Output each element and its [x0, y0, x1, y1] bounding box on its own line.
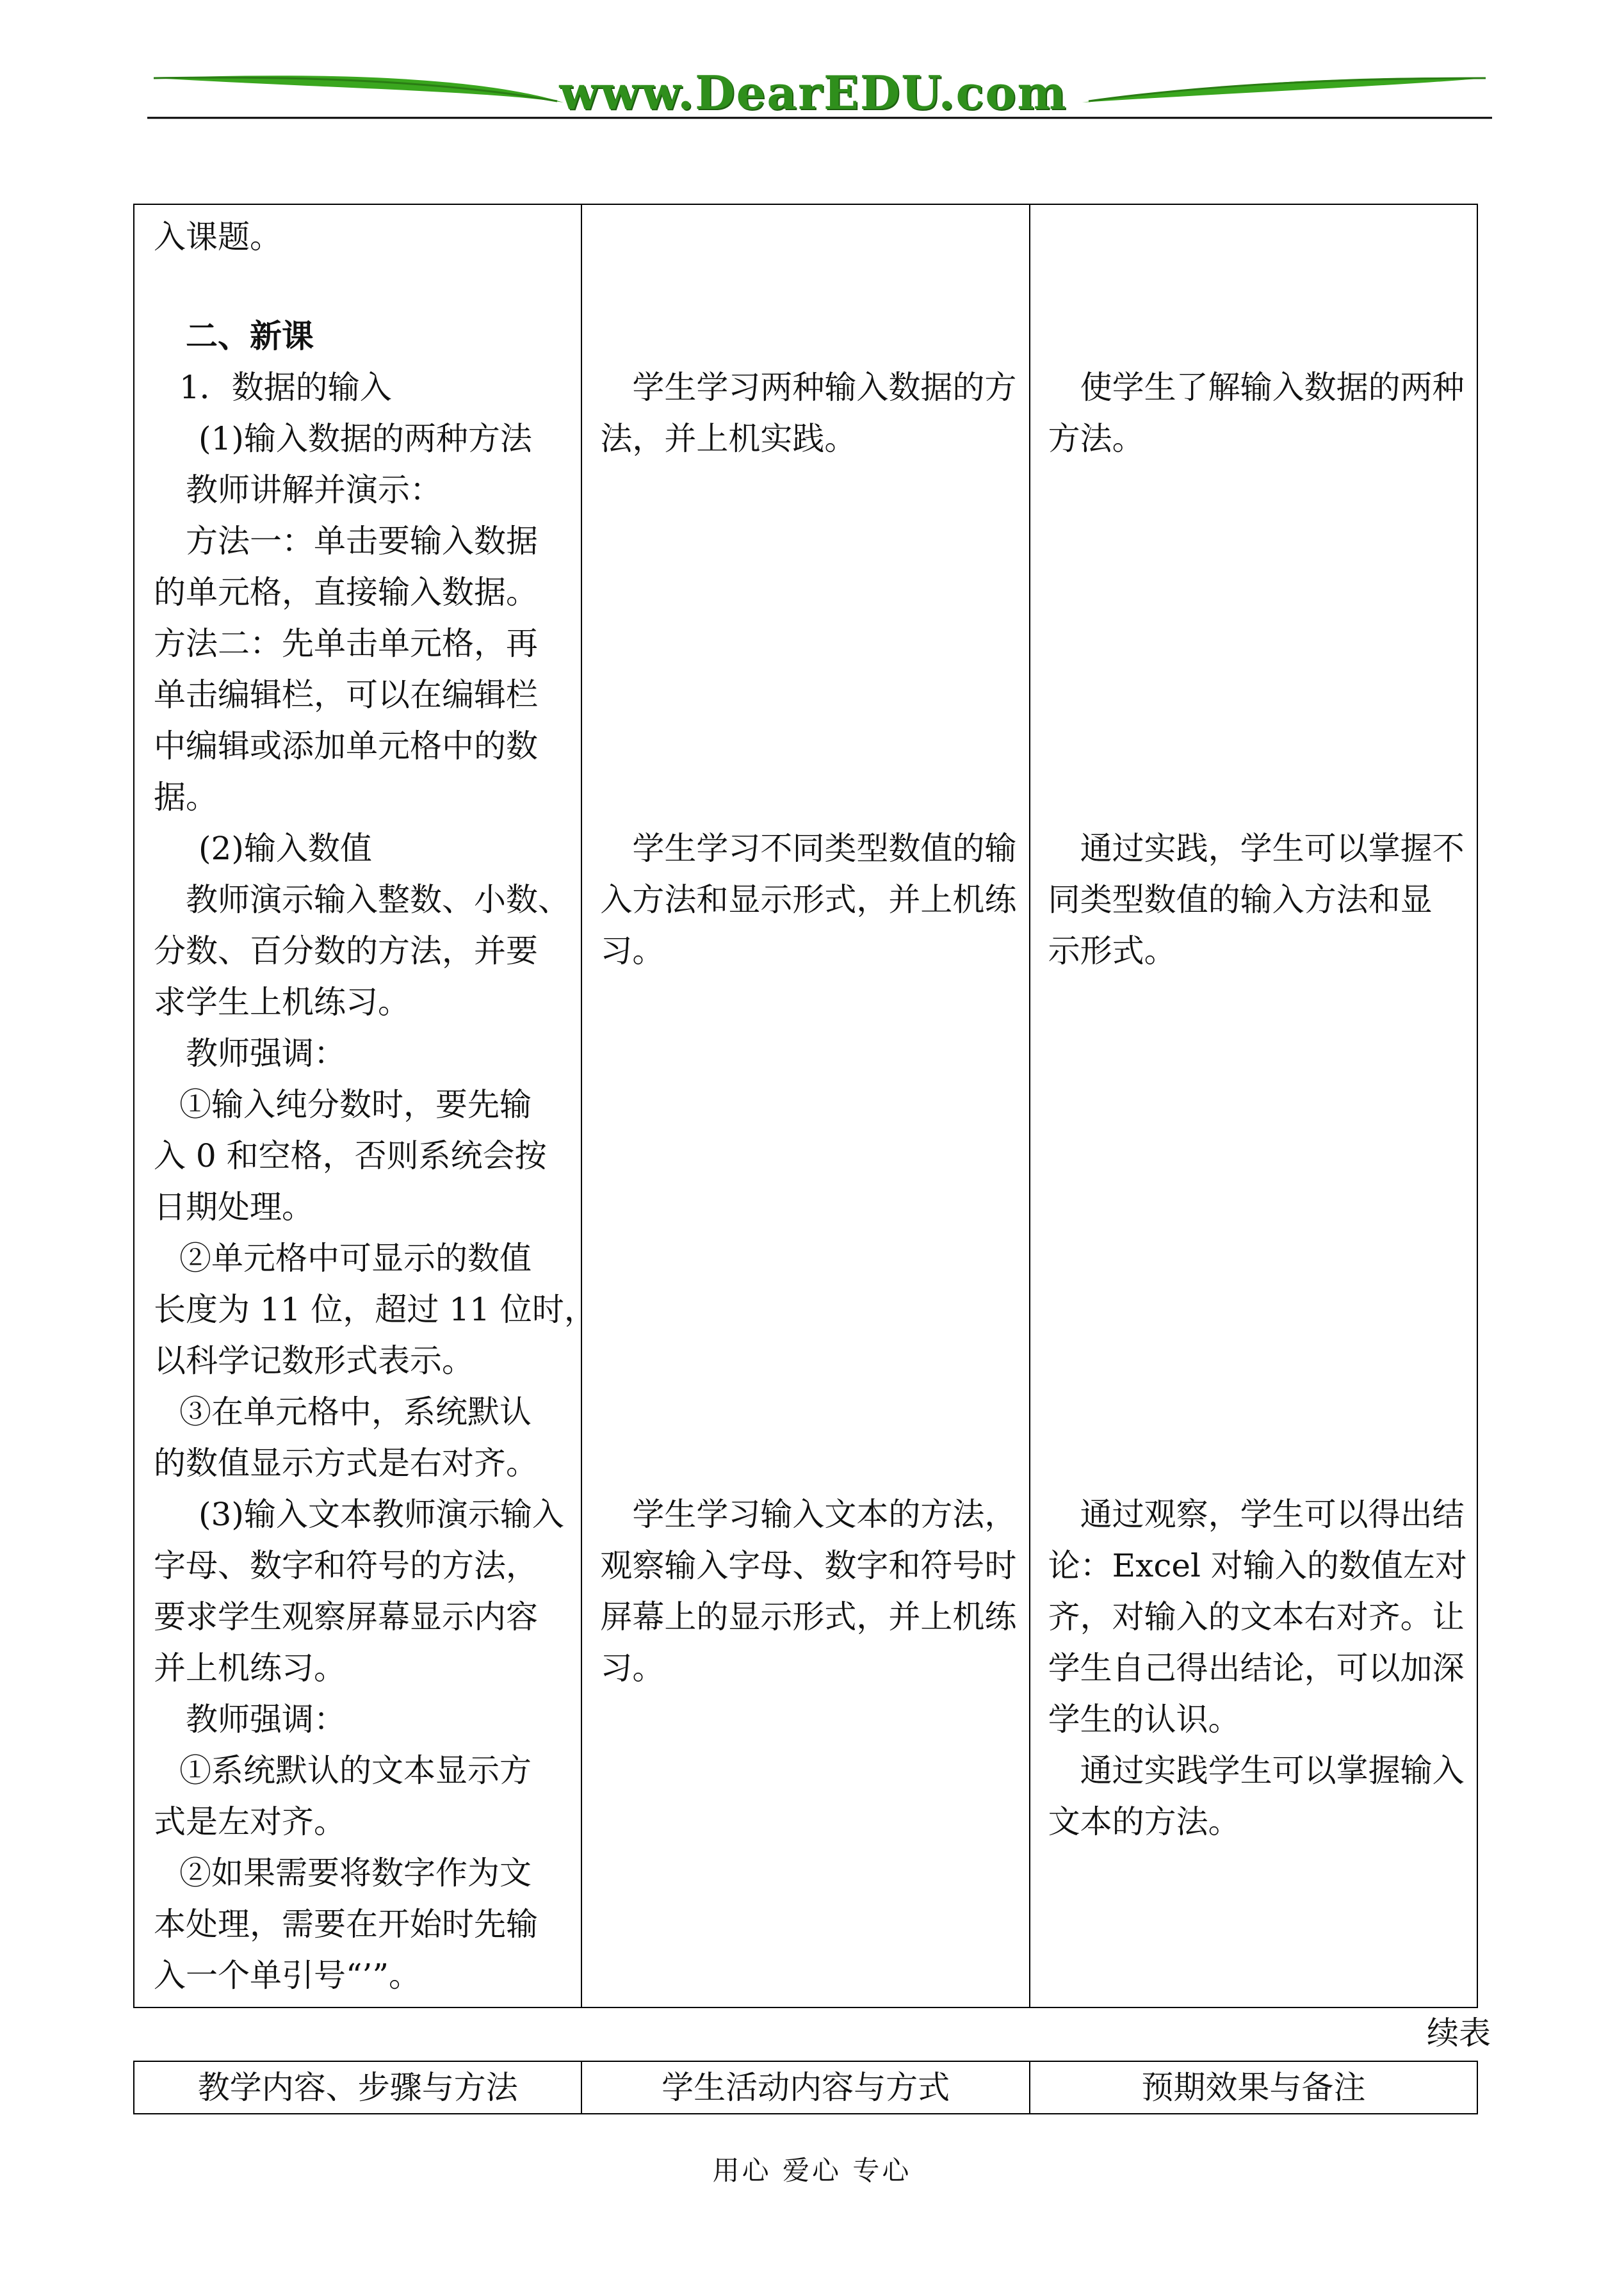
page-footer: 用心 爱心 专心	[712, 2155, 912, 2186]
text-line: 据。	[154, 779, 218, 816]
text-line: 通过实践，学生可以掌握不	[1080, 830, 1465, 867]
text-line: 分数、百分数的方法，并要	[154, 932, 538, 969]
text-line: 入 0 和空格，否则系统会按	[154, 1137, 547, 1174]
text-line: 单击编辑栏，可以在编辑栏	[154, 676, 538, 713]
text-line: 论：Excel 对输入的数值左对	[1048, 1547, 1467, 1584]
text-line: 以科学记数形式表示。	[154, 1342, 474, 1379]
text-line: (1)输入数据的两种方法	[199, 420, 532, 457]
text-line: 学生学习不同类型数值的输	[632, 830, 1017, 867]
text-line: 入方法和显示形式，并上机练	[600, 881, 1017, 918]
teaching-content-cell	[134, 204, 596, 2007]
text-line: 教师演示输入整数、小数、	[186, 881, 570, 918]
text-line: 字母、数字和符号的方法，	[154, 1547, 538, 1584]
text-line: 本处理，需要在开始时先输	[154, 1906, 538, 1943]
text-line: 习。	[600, 932, 665, 969]
text-line: 学生的认识。	[1048, 1701, 1240, 1738]
text-line: 日期处理。	[154, 1188, 314, 1226]
text-line: ②如果需要将数字作为文	[179, 1854, 532, 1892]
text-line: ③在单元格中，系统默认	[179, 1393, 532, 1431]
text-line: 示形式。	[1048, 932, 1176, 969]
text-line: 式是左对齐。	[154, 1803, 346, 1840]
subsection-heading: 1．数据的输入	[179, 369, 392, 406]
text-line: 通过实践学生可以掌握输入	[1080, 1752, 1465, 1789]
text-line: 学生学习输入文本的方法，	[632, 1496, 1017, 1533]
text-line: 通过观察，学生可以得出结	[1080, 1496, 1465, 1533]
text-line: 方法。	[1048, 420, 1144, 457]
text-line: 使学生了解输入数据的两种	[1080, 369, 1465, 406]
text-line: 入课题。	[154, 218, 282, 255]
text-line: 同类型数值的输入方法和显	[1048, 881, 1433, 918]
text-line: 观察输入字母、数字和符号时	[600, 1547, 1017, 1584]
text-line: (3)输入文本教师演示输入	[199, 1496, 564, 1533]
text-line: 求学生上机练习。	[154, 984, 410, 1021]
header-cell-expected-effect: 预期效果与备注	[1030, 2061, 1477, 2114]
text-line: 屏幕上的显示形式，并上机练	[600, 1598, 1017, 1635]
text-line: ①输入纯分数时，要先输	[179, 1086, 532, 1123]
site-header	[0, 0, 1624, 128]
text-line: 长度为 11 位，超过 11 位时，	[154, 1291, 596, 1328]
text-line: 文本的方法。	[1048, 1803, 1240, 1840]
text-line: 方法二：先单击单元格，再	[154, 625, 538, 662]
text-line: (2)输入数值	[199, 830, 372, 867]
text-line: 习。	[600, 1650, 665, 1687]
text-line: 入一个单引号“’”。	[154, 1957, 421, 1994]
text-line: 学生自己得出结论，可以加深	[1048, 1650, 1465, 1687]
text-line: 的单元格，直接输入数据。	[154, 574, 538, 611]
text-line: 教师强调：	[186, 1035, 346, 1072]
text-line: 法，并上机实践。	[600, 420, 857, 457]
text-line: 教师讲解并演示：	[186, 471, 442, 508]
text-line: 的数值显示方式是右对齐。	[154, 1445, 538, 1482]
expected-effect-cell	[1030, 204, 1477, 2007]
text-line: 中编辑或添加单元格中的数	[154, 727, 538, 765]
header-cell-student-activity: 学生活动内容与方式	[581, 2061, 1029, 2114]
lesson-table	[133, 204, 1478, 2008]
text-line: 齐，对输入的文本右对齐。让	[1048, 1598, 1465, 1635]
text-line: 并上机练习。	[154, 1650, 346, 1687]
text-line: 要求学生观察屏幕显示内容	[154, 1598, 538, 1635]
header-cell-teaching-content: 教学内容、步骤与方法	[134, 2061, 581, 2114]
continued-table-header	[133, 2061, 1478, 2114]
text-line: 学生学习两种输入数据的方	[632, 369, 1017, 406]
text-line: 方法一：单击要输入数据	[186, 523, 538, 560]
student-activity-cell	[581, 204, 1029, 2007]
continued-label: 续表	[1427, 2015, 1491, 2052]
section-heading: 二、新课	[186, 317, 314, 355]
text-line: ②单元格中可显示的数值	[179, 1240, 532, 1277]
text-line: 教师强调：	[186, 1701, 346, 1738]
site-logo-text: www.DearEDU.com	[559, 65, 1068, 120]
text-line: ①系统默认的文本显示方	[179, 1752, 532, 1789]
